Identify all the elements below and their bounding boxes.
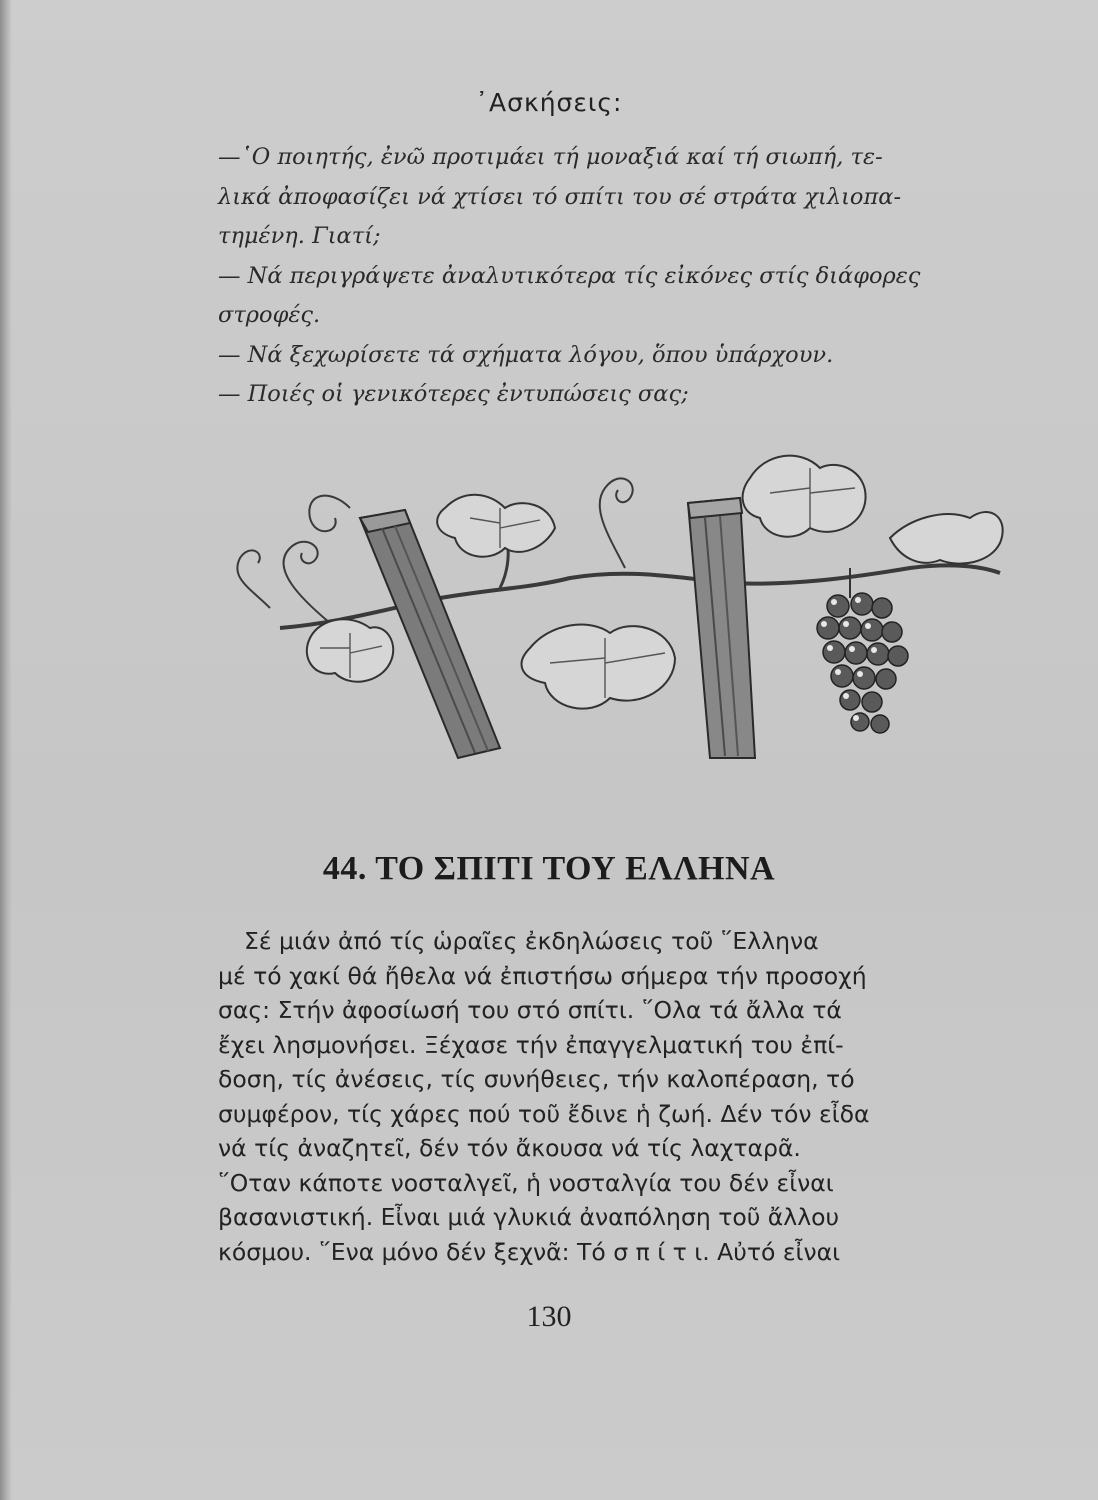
exercise-line: — Νά ξεχωρίσετε τά σχήματα λόγου, ὅπου ὑπάρχουν. <box>218 341 834 368</box>
exercises-title: ᾿Ασκήσεις: <box>475 88 623 117</box>
vine-tendril <box>284 542 330 623</box>
exercise-line: —῾Ο ποιητής, ἐνῶ προτιμάει τή μοναξιά καί τή σιωπή, τε- <box>218 144 883 170</box>
vine-leaf <box>890 512 1003 564</box>
exercise-line: λικά ἀποφασίζει νά χτίσει τό σπίτι του σέ στράτα χιλιοπα- <box>218 183 902 210</box>
exercise-line: — Νά περιγράψετε ἀναλυτικότερα τίς εἰκόνες στίς διάφορες <box>218 262 921 289</box>
exercise-line: στροφές. <box>218 302 321 328</box>
vine-leaf <box>743 456 866 537</box>
chapter-body <box>218 924 1008 1269</box>
body-line: ἔχει λησμονήσει. Ξέχασε τήν ἐπαγγελματική του ἐπί- <box>218 1030 844 1059</box>
vine-leaf <box>522 625 675 709</box>
exercises-list <box>218 138 921 415</box>
body-line: μέ τό χακί θά ἤθελα νά ἐπιστήσω σήμερα τήν προσοχή <box>218 961 867 990</box>
body-line: ῞Οταν κάποτε νοσταλγεῖ, ἡ νοσταλγία του δέν εἶναι <box>218 1168 834 1197</box>
body-line: νά τίς ἀναζητεῖ, δέν τόν ἄκουσα νά τίς λαχταρᾶ. <box>218 1134 801 1162</box>
body-line: κόσμου. ῞Ενα μόνο δέν ξεχνᾶ: Τό σ π ί τ ι. Αὐτό εἶναι <box>218 1237 841 1266</box>
body-line: δοση, τίς ἀνέσεις, τίς συνήθειες, τήν καλοπέραση, τό <box>218 1065 855 1093</box>
vine-tendril <box>600 478 633 568</box>
wooden-stake-right <box>688 498 755 758</box>
exercise-line: — Ποιές οἱ γενικότερες ἐντυπώσεις σας; <box>218 381 689 407</box>
body-line: βασανιστική. Εἶναι μιά γλυκιά ἀναπόληση τοῦ ἄλλου <box>218 1203 840 1231</box>
page-edge-shadow <box>0 0 12 1500</box>
body-line: σας: Στήν ἀφοσίωσή του στό σπίτι. ῞Ολα τά ἄλλα τά <box>218 996 842 1024</box>
body-line: Σέ μιάν ἀπό τίς ὡραῖες ἐκδηλώσεις τοῦ ῞Ελληνα <box>244 927 819 955</box>
body-line: συμφέρον, τίς χάρες πού τοῦ ἔδινε ἡ ζωή. Δέν τόν εἶδα <box>218 1099 870 1128</box>
exercise-line: τημένη. Γιατί; <box>218 223 381 249</box>
vine-illustration <box>210 448 1010 768</box>
vine-leaf <box>437 495 555 557</box>
page-number: 130 <box>526 1300 572 1333</box>
chapter-heading: 44. ΤΟ ΣΠΙΤΙ ΤΟΥ ΕΛΛΗΝΑ <box>322 850 776 887</box>
vine-tendril <box>309 496 350 532</box>
vine-tendril <box>237 550 270 608</box>
